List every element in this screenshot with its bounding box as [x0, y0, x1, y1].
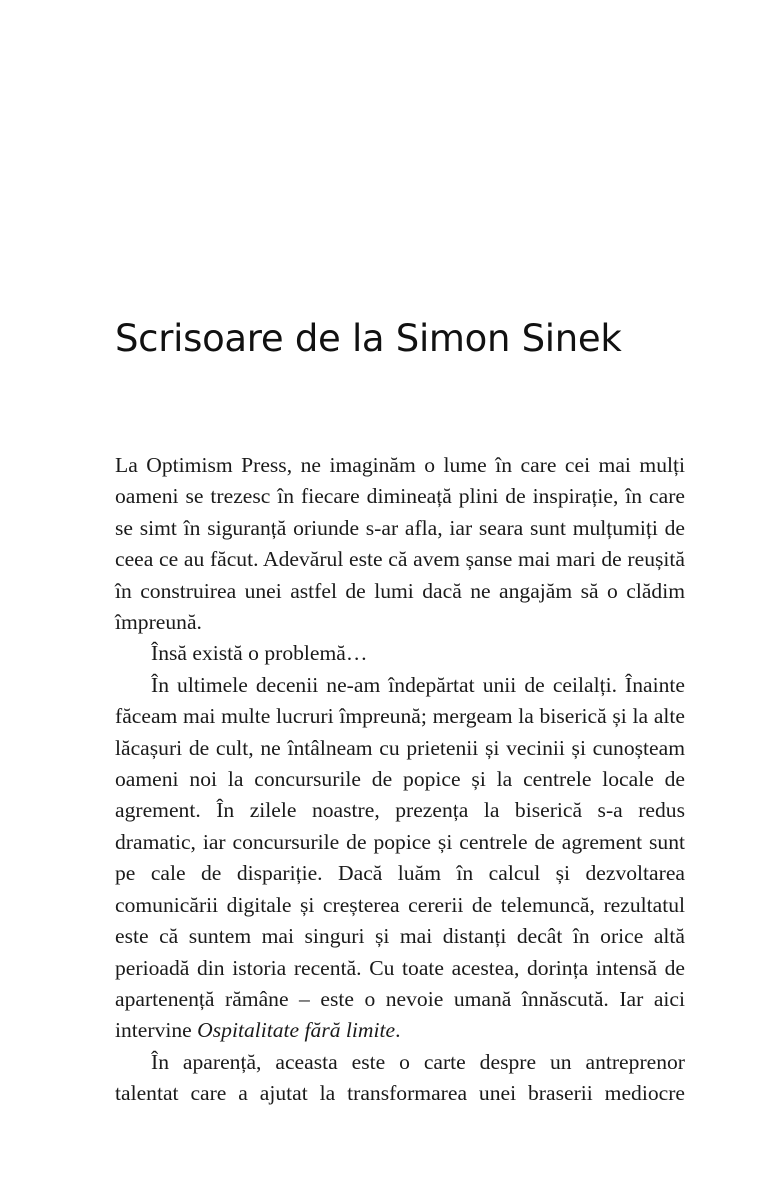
paragraph-3-text: În ultimele decenii ne-am îndepărtat unii de ceilalți. Înainte făceam mai multe lucruri împreună; mergeam la biserică și la alte lăcașuri de cult, ne întâlneam cu prietenii și vecinii și cunoșteam oameni noi la concursurile de popice și la centrele locale de agrement. În zilele noastre, prezența la biserică s-a redus dramatic, iar concursurile de popice și centrele de agrement sunt pe cale de dispariție. Dacă luăm în calcul și dezvoltarea comunicării digitale și creșterea cererii de telemuncă, rezultatul este că suntem mai singuri și mai distanți decât în orice altă perioadă din istoria recentă. Cu toate acestea, dorința intensă de apartenență rămâne – este o nevoie umană înnăscută. Iar aici intervine [115, 672, 685, 1043]
body-text [115, 450, 685, 1110]
paragraph-1: La Optimism Press, ne imaginăm o lume în care cei mai mulți oameni se trezesc în fiecare dimineață plini de inspirație, în care se simt în siguranță oriunde s-ar afla, iar seara sunt mulțumiți de ceea ce au făcut. Adevărul este că avem șanse mai mari de reușită în construirea unei astfel de lumi dacă ne angajăm să o clădim împreună. [115, 453, 685, 635]
paragraph-2: Însă există o problemă… [151, 641, 368, 666]
paragraph-3-end: . [395, 1018, 401, 1043]
page-title: Scrisoare de la Simon Sinek [115, 317, 622, 360]
paragraph-3 [115, 670, 685, 1047]
book-title-italic: Ospitalitate fără limite [197, 1018, 396, 1043]
paragraph-4: În aparență, aceasta este o carte despre un antreprenor talentat care a ajutat la transformarea unei braserii mediocre [115, 1049, 685, 1106]
